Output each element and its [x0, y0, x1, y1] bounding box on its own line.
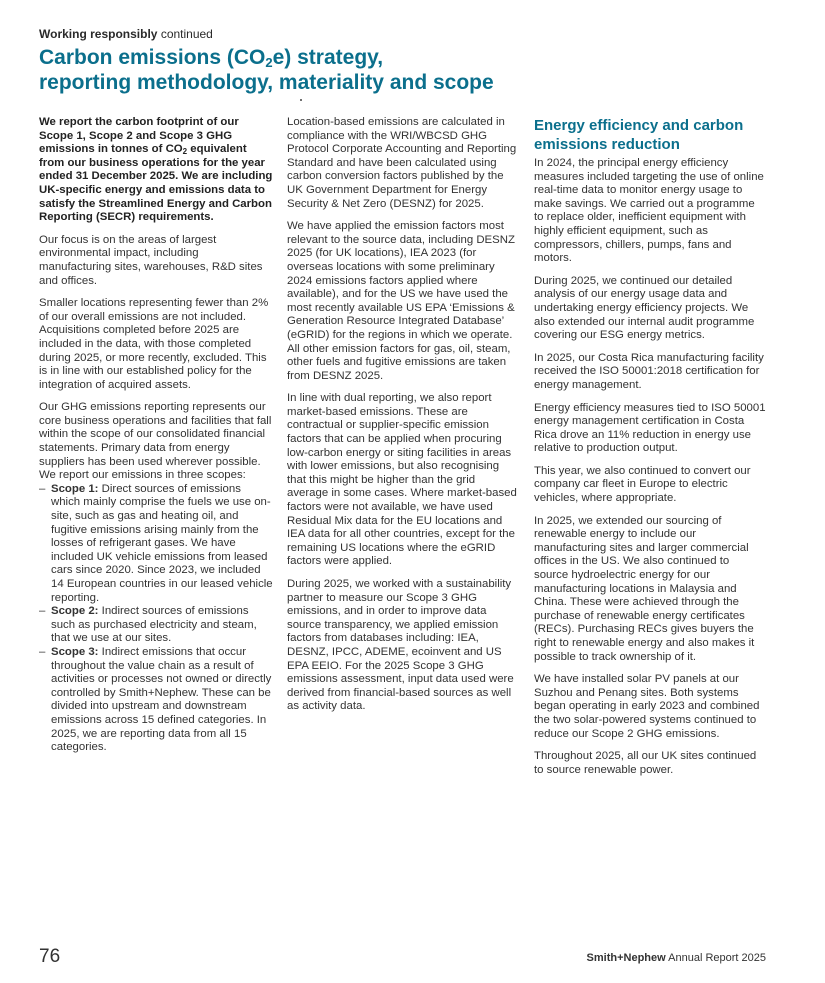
paragraph: In 2025, our Costa Rica manufacturing facility received the ISO 50001:2018 certification for energy management. — [534, 351, 764, 391]
lead-paragraph — [39, 116, 273, 225]
lead-subscript: 2 — [182, 147, 188, 157]
scope-text: Indirect sources of emissions such as purchased electricity and steam, that we use at our sites. — [51, 605, 257, 645]
paragraph: During 2025, we continued our detailed analysis of our energy usage data and undertaking energy efficiency projects. We also extended our internal audit programme covering our ESG energy metrics. — [534, 274, 755, 342]
paragraph: In 2025, we extended our sourcing of renewable energy to include our manufacturing sites and larger commercial offices in the US. We also continued to source hydroelectric energy for our manufacturing locations in Malaysia and China. These were achieved through the purchase of renewable energy certificates (RECs). Purchasing RECs gives buyers the right to renewable energy and also makes it possible to track ownership of it. — [534, 514, 755, 663]
column-3 — [534, 116, 766, 786]
scope-label: Scope 2: — [51, 605, 99, 618]
section-name: Working responsibly — [39, 27, 158, 41]
paragraph: Our GHG emissions reporting represents our core business operations and facilities that fall within the scope of our consolidated financial statements. Primary data from energy suppliers has been used wherever possible. We report our emissions in three scopes: — [39, 401, 272, 482]
scope-text: Direct sources of emissions which mainly comprise the fuels we use on-site, such as gas and heating oil, and fugitive emissions arising mainly from the losses of refrigerant gases. We have included UK vehicle emissions from leased cars since 2020. Since 2023, we included 14 European countries in our leased vehicle reporting. — [51, 482, 273, 604]
report-name: Annual Report 2025 — [665, 952, 766, 964]
paragraph: Smaller locations representing fewer than 2% of our overall emissions are not included. Acquisitions completed before 2025 are included in the data, with those completed during 2025, or more recently, excluded. This is in line with our established policy for the integration of acquired assets. — [39, 297, 269, 391]
title-part-2: e) strategy, — [272, 46, 384, 69]
paragraph: During 2025, we worked with a sustainability partner to measure our Scope 3 GHG emissions, and in order to improve data source transparency, we applied emission factors from databases including: IEA, DESNZ, IPCC, ADEME, ecoinvent and US EPA EEIO. For the 2025 Scope 3 GHG emissions assessment, input data used were derived from financial-based sources as well as activity data. — [287, 578, 514, 713]
title-part-1: Carbon emissions (CO — [39, 46, 266, 69]
stray-dot — [300, 99, 302, 101]
scope-item — [39, 605, 273, 646]
paragraph: We have installed solar PV panels at our Suzhou and Penang sites. Both systems began operating in early 2023 and combined the two solar-powered systems continued to reduce our Scope 2 GHG emissions. — [534, 673, 760, 740]
scope-label: Scope 1: — [51, 482, 99, 495]
section-kicker — [39, 27, 213, 41]
paragraph: In line with dual reporting, we also report market-based emissions. These are contractual or supplier-specific emission factors that can be applied when procuring low-carbon energy or siting facilities in areas with lower emissions, but also recognising that this might be higher than the grid average in some cases. Where market-based factors were not available, we have used Residual Mix data for the EU locations and IEA data for all other countries, except for the remaining US locations where the eGRID factors were applied. — [287, 392, 517, 568]
paragraph: Throughout 2025, all our UK sites continued to source renewable power. — [534, 750, 757, 776]
column-2 — [287, 116, 519, 723]
footer-brand — [587, 952, 766, 964]
column-1 — [39, 116, 273, 764]
scope-item — [39, 646, 273, 755]
paragraph: We have applied the emission factors most relevant to the source data, including DESNZ 2025 (for UK locations), IEA 2023 (for overseas locations with some preliminary 2024 emissions factors applied where available), and for the US we have used the most recently available US EPA ‘Emissions & Generation Resource Integrated Database’ (eGRID) for the regions in which we operate. All other emission factors for gas, oil, steam, other fuels and fugitive emissions are taken from DESNZ 2025. — [287, 220, 515, 382]
scope-item — [39, 483, 273, 605]
paragraph: Location-based emissions are calculated in compliance with the WRI/WBCSD GHG Protocol Corporate Accounting and Reporting Standard and have been calculated using carbon conversion factors published by the UK Government Department for Energy Security & Net Zero (DESNZ) for 2025. — [287, 116, 517, 210]
brand-name: Smith+Nephew — [586, 952, 666, 964]
paragraph: In 2024, the principal energy efficiency measures included targeting the use of online real-time data to monitor energy usage to make savings. We carried out a programme to replace older, inefficient equipment with highly efficient equipment, such as compressors, chillers, pumps, fans and motors. — [534, 157, 764, 265]
scope-text: Indirect emissions that occur throughout the value chain as a result of activities or processes not owned or directly controlled by Smith+Nephew. These can be divided into upstream and downstream emissions across 15 defined categories. In 2025, we are reporting data from all 15 categories. — [51, 645, 272, 754]
lead-text-a: We report the carbon footprint of our Scope 1, Scope 2 and Scope 3 GHG emissions in tonnes of CO — [39, 116, 239, 156]
scope-label: Scope 3: — [51, 645, 99, 658]
title-line-2: reporting methodology, materiality and scope — [39, 71, 494, 94]
section-suffix: continued — [160, 27, 213, 41]
paragraph: This year, we also continued to convert our company car fleet in Europe to electric vehicles, where appropriate. — [534, 464, 751, 505]
section-heading: Energy efficiency and carbon emissions reduction — [534, 117, 744, 153]
page-title — [39, 45, 559, 95]
paragraph: Energy efficiency measures tied to ISO 50001 energy management certification in Costa Rica drove an 11% reduction in energy use relative to production output. — [534, 401, 766, 455]
lead-text-b: equivalent from our business operations for the year ended 31 December 2025. We are including UK-specific energy and emissions data to satisfy the Streamlined Energy and Carbon Reporting (SECR) requirements. — [39, 143, 273, 224]
scopes-list — [39, 483, 273, 755]
page-number: 76 — [39, 946, 61, 967]
paragraph: Our focus is on the areas of largest environmental impact, including manufacturing sites, warehouses, R&D sites and offices. — [39, 233, 263, 287]
title-subscript: 2 — [265, 55, 273, 70]
